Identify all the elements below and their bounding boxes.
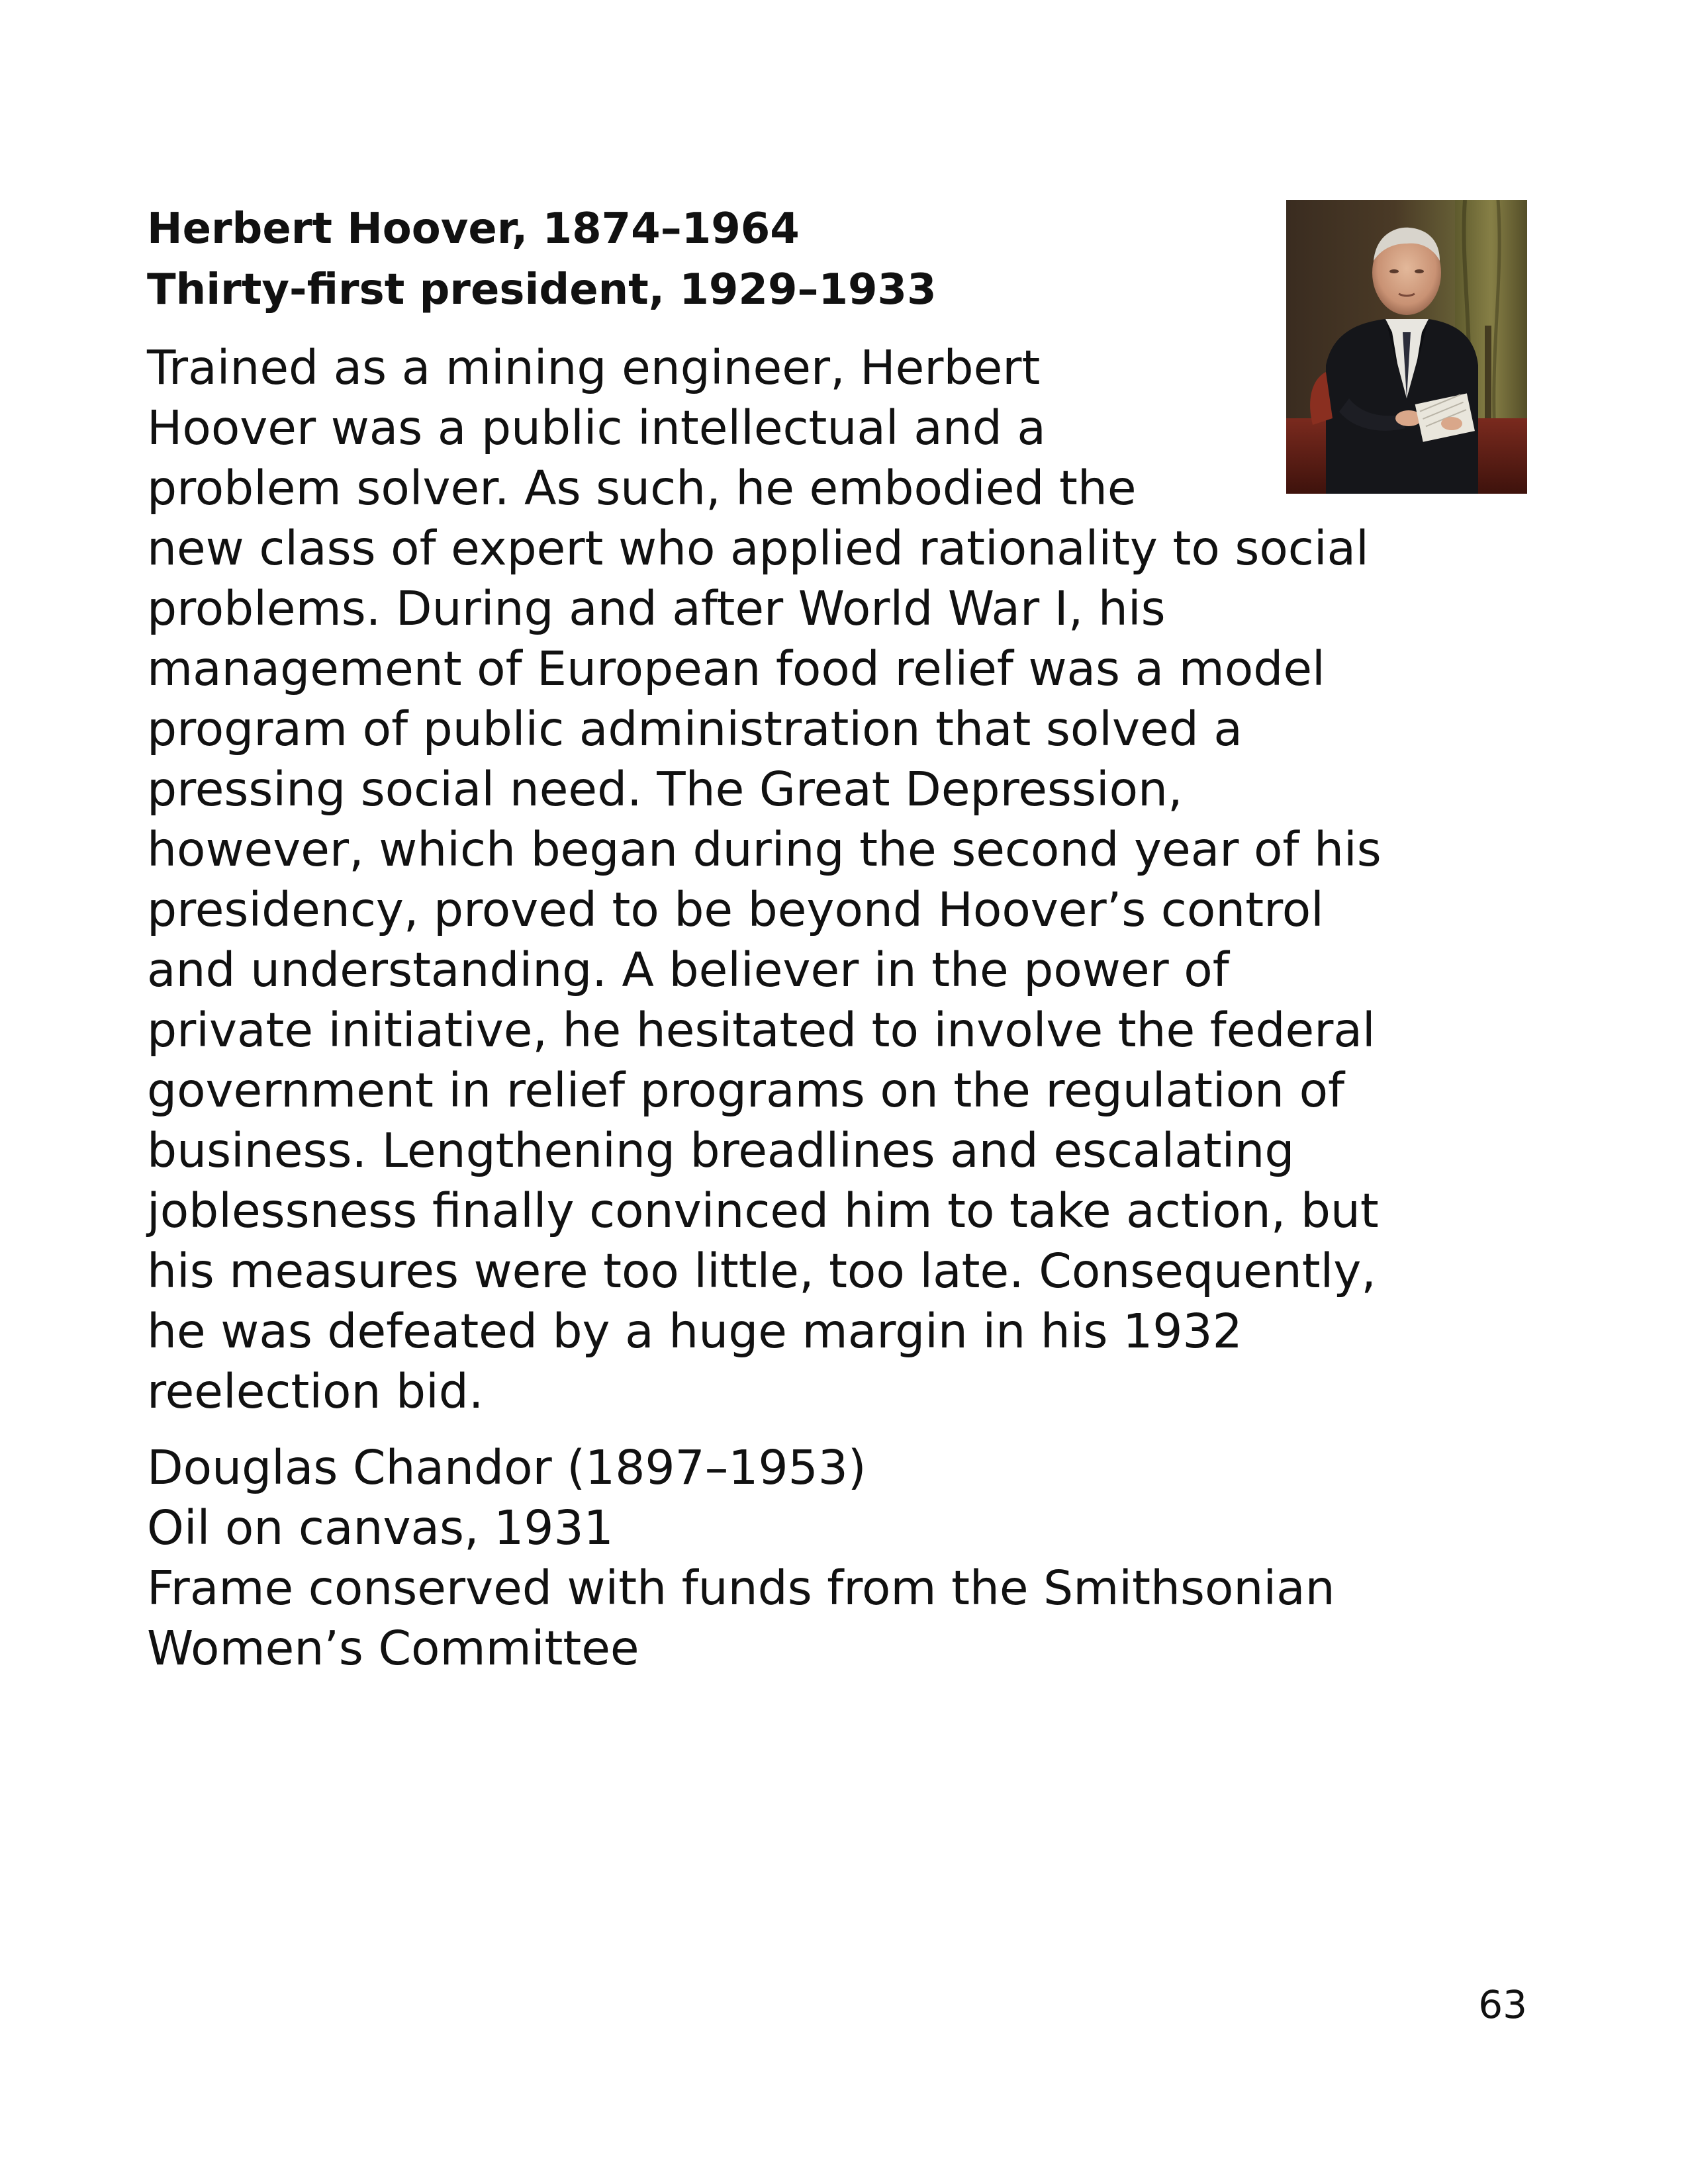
biography-line: however, which began during the second year of his (147, 822, 1382, 877)
office-title-dates: Thirty-first president, 1929–1933 (147, 265, 937, 314)
label-heading (147, 199, 1272, 320)
biography-line: business. Lengthening breadlines and escalating (147, 1123, 1295, 1178)
biography-line: his measures were too little, too late. Consequently, (147, 1244, 1376, 1298)
page-number: 63 (1478, 1982, 1527, 2027)
frame-credit: Frame conserved with funds from the Smithsonian (147, 1561, 1335, 1615)
biography-line: and understanding. A believer in the power of (147, 942, 1229, 997)
biography-line: program of public administration that solved a (147, 702, 1243, 756)
biography-line: he was defeated by a huge margin in his 1932 (147, 1304, 1243, 1359)
artwork-credits (147, 1437, 1544, 1678)
sitter-name-dates: Herbert Hoover, 1874–1964 (147, 205, 800, 253)
biography-line: joblessness finally convinced him to take action, but (147, 1183, 1379, 1238)
biography-line: problems. During and after World War I, his (147, 581, 1166, 636)
medium-date: Oil on canvas, 1931 (147, 1500, 614, 1555)
biography-line: reelection bid. (147, 1364, 484, 1419)
biography-line: new class of expert who applied rationality to social (147, 521, 1369, 576)
biography-line: management of European food relief was a model (147, 641, 1325, 696)
biography-line: presidency, proved to be beyond Hoover’s control (147, 882, 1324, 937)
frame-credit: Women’s Committee (147, 1621, 639, 1676)
biography-line: government in relief programs on the regulation of (147, 1063, 1345, 1118)
biography-line: problem solver. As such, he embodied the (147, 461, 1137, 516)
biography-text (147, 338, 1544, 1422)
biography-line: private initiative, he hesitated to involve the federal (147, 1003, 1376, 1058)
artist-credit: Douglas Chandor (1897–1953) (147, 1440, 867, 1495)
biography-line: pressing social need. The Great Depression, (147, 762, 1183, 817)
biography-line: Hoover was a public intellectual and a (147, 400, 1046, 455)
biography-line: Trained as a mining engineer, Herbert (147, 340, 1041, 395)
